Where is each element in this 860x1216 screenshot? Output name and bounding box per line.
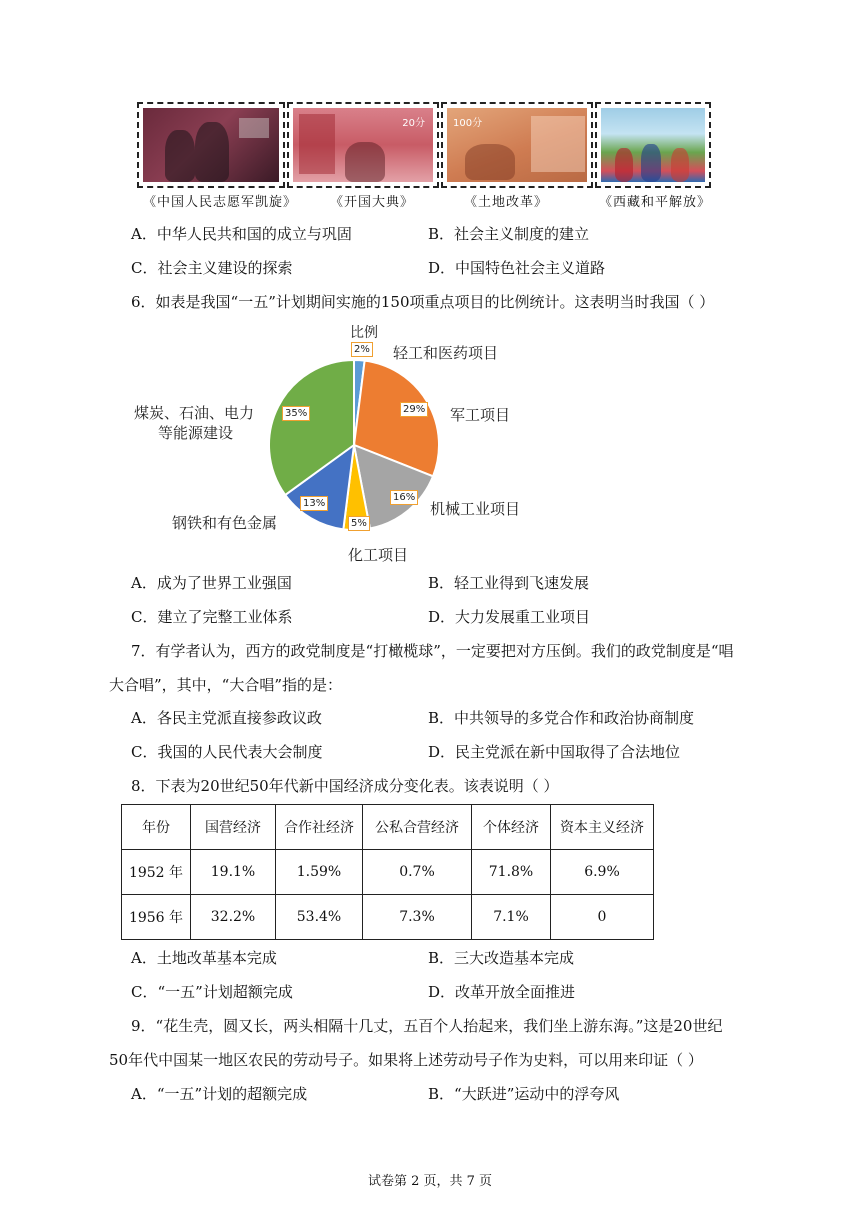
table-cell: 53.4% [276,895,363,940]
page-footer: 试卷第 2 页，共 7 页 [367,1174,493,1189]
q9-stem-line2: 50年代中国某一地区农民的劳动号子。如果将上述劳动号子作为史料，可以用来印证（ ） [109,1051,703,1069]
q8-option-d[interactable]: D．改革开放全面推进 [428,983,576,1001]
q6-option-a[interactable]: A．成为了世界工业强国 [131,574,292,592]
land-reform-stamp-icon [441,102,593,188]
tibet-liberation-stamp-icon [595,102,711,188]
q7-stem-line2: 大合唱”，其中，“大合唱”指的是： [109,676,343,694]
q5-option-b[interactable]: B．社会主义制度的建立 [428,225,590,243]
q5-option-c[interactable]: C．社会主义建设的探索 [131,259,293,277]
q7-option-a[interactable]: A．各民主党派直接参政议政 [131,709,322,727]
q6-option-d[interactable]: D．大力发展重工业项目 [428,608,591,626]
chart-title: 比例 [350,325,378,341]
economy-table [121,804,654,940]
label-energy-line1: 煤炭、石油、电力 [134,404,255,422]
table-header-cell: 国营经济 [191,805,276,850]
stamp-caption: 《开国大典》 [330,195,415,210]
stamp-denomination: 100分 [453,118,483,129]
table-row [122,850,654,895]
label-machinery: 机械工业项目 [430,500,521,518]
table-cell: 1956 年 [122,895,191,940]
pct-label-chemical: 5% [348,516,370,531]
stamp-denomination: 20分 [402,118,425,129]
founding-ceremony-stamp-icon [287,102,439,188]
pct-label-military: 29% [400,402,428,417]
table-header-cell: 个体经济 [472,805,551,850]
q8-option-b[interactable]: B．三大改造基本完成 [428,949,575,967]
label-chemical: 化工项目 [348,546,409,564]
q8-option-a[interactable]: A．土地改革基本完成 [131,949,277,967]
table-cell: 1952 年 [122,850,191,895]
q5-option-a[interactable]: A．中华人民共和国的成立与巩固 [131,225,352,243]
pct-label-energy: 35% [282,406,310,421]
stamp-caption: 《土地改革》 [464,195,549,210]
stamp-caption: 《西藏和平解放》 [599,195,712,210]
stamp-strip [137,102,711,188]
q8-stem: 8．下表为20世纪50年代新中国经济成分变化表。该表说明（ ） [131,777,559,795]
table-header-row [122,805,654,850]
q6-option-b[interactable]: B．轻工业得到飞速发展 [428,574,590,592]
q5-option-d[interactable]: D．中国特色社会主义道路 [428,259,606,277]
table-header-cell: 资本主义经济 [551,805,654,850]
pct-label-light: 2% [351,342,373,357]
label-energy-line2: 等能源建设 [158,424,234,442]
q7-stem-line1: 7．有学者认为，西方的政党制度是“打橄榄球”，一定要把对方压倒。我们的政党制度是“唱 [131,642,734,660]
q9-option-b[interactable]: B．“大跃进”运动中的浮夸风 [428,1085,620,1103]
q8-option-c[interactable]: C．“一五”计划超额完成 [131,983,293,1001]
pie-chart [130,320,550,570]
table-row [122,895,654,940]
pct-label-steel: 13% [300,496,328,511]
table-cell: 7.3% [363,895,472,940]
label-military: 军工项目 [450,406,511,424]
table-header-cell: 合作社经济 [276,805,363,850]
table-cell: 0.7% [363,850,472,895]
q7-option-c[interactable]: C．我国的人民代表大会制度 [131,743,323,761]
table-cell: 19.1% [191,850,276,895]
table-cell: 32.2% [191,895,276,940]
table-header-cell: 公私合营经济 [363,805,472,850]
table-cell: 6.9% [551,850,654,895]
table-cell: 7.1% [472,895,551,940]
label-light-industry: 轻工和医药项目 [393,344,499,362]
q6-stem: 6．如表是我国“一五”计划期间实施的150项重点项目的比例统计。这表明当时我国（ ） [131,293,715,311]
table-header-cell: 年份 [122,805,191,850]
table-cell: 1.59% [276,850,363,895]
q7-option-d[interactable]: D．民主党派在新中国取得了合法地位 [428,743,681,761]
q9-stem-line1: 9．“花生壳，圆又长，两头相隔十几丈，五百个人抬起来，我们坐上游东海。”这是20世纪 [131,1017,723,1035]
label-steel: 钢铁和有色金属 [172,514,278,532]
soldiers-stamp-icon [137,102,285,188]
q9-option-a[interactable]: A．“一五”计划的超额完成 [131,1085,308,1103]
q7-option-b[interactable]: B．中共领导的多党合作和政治协商制度 [428,709,695,727]
q6-option-c[interactable]: C．建立了完整工业体系 [131,608,293,626]
pct-label-machinery: 16% [390,490,418,505]
table-cell: 71.8% [472,850,551,895]
table-cell: 0 [551,895,654,940]
stamp-caption: 《中国人民志愿军凯旋》 [143,195,298,210]
